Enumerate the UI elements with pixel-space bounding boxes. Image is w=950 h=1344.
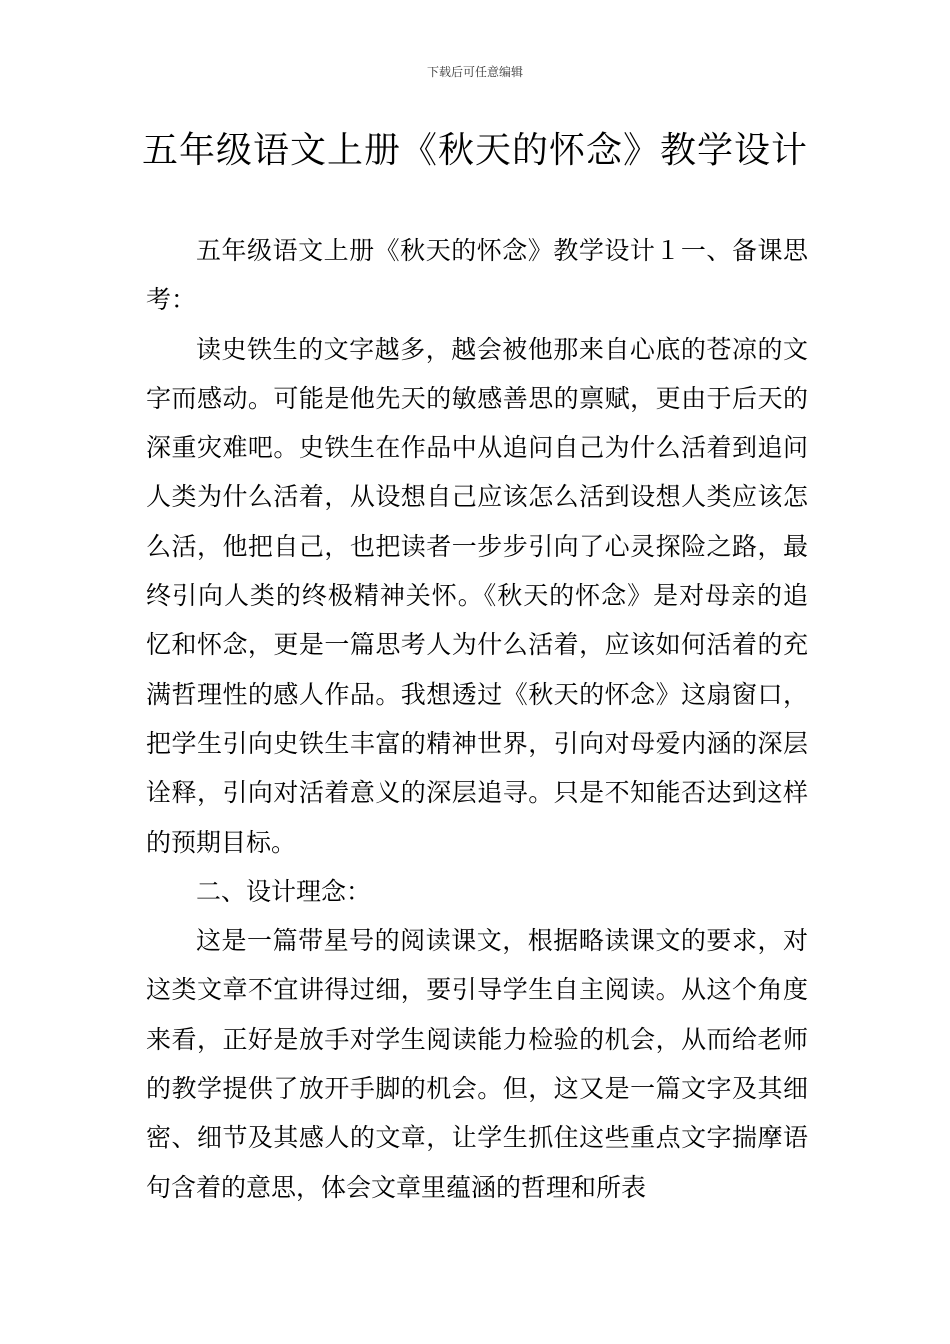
document-title: 五年级语文上册《秋天的怀念》教学设计 — [141, 130, 808, 171]
header-note: 下载后可任意编辑 — [426, 65, 523, 79]
paragraph-intro: 五年级语文上册《秋天的怀念》教学设计１一、备课思考： — [146, 236, 808, 315]
section-heading-design-concept: 二、设计理念： — [196, 876, 372, 906]
paragraph-reflection: 读史铁生的文字越多，越会被他那来自心底的苍凉的文字而感动。可能是他先天的敏感善思的禀赋，更由于后天的深重灾难吧。史铁生在作品中从追问自己为什么活着到追问人类为什么活着，从设想自己应该怎么活到设想人类应该怎么活，他把自己，也把读者一步步引向了心灵探险之路，最终引向人类的终极精神关怀。《秋天的怀念》是对母亲的追忆和怀念，更是一篇思考人为什么活着，应该如何活着的充满哲理性的感人作品。我想透过《秋天的怀念》这扇窗口，把学生引向史铁生丰富的精神世界，引向对母爱内涵的深层诠释，引向对活着意义的深层追寻。只是不知能否达到这样的预期目标。 — [146, 334, 808, 857]
document-body — [146, 226, 808, 1212]
paragraph-design-concept: 这是一篇带星号的阅读课文，根据略读课文的要求，对这类文章不宜讲得过细，要引导学生自主阅读。从这个角度来看，正好是放手对学生阅读能力检验的机会，从而给老师的教学提供了放开手脚的机会。但，这又是一篇文字及其细密、细节及其感人的文章，让学生抓住这些重点文字揣摩语句含着的意思，体会文章里蕴涵的哲理和所表 — [146, 926, 808, 1202]
